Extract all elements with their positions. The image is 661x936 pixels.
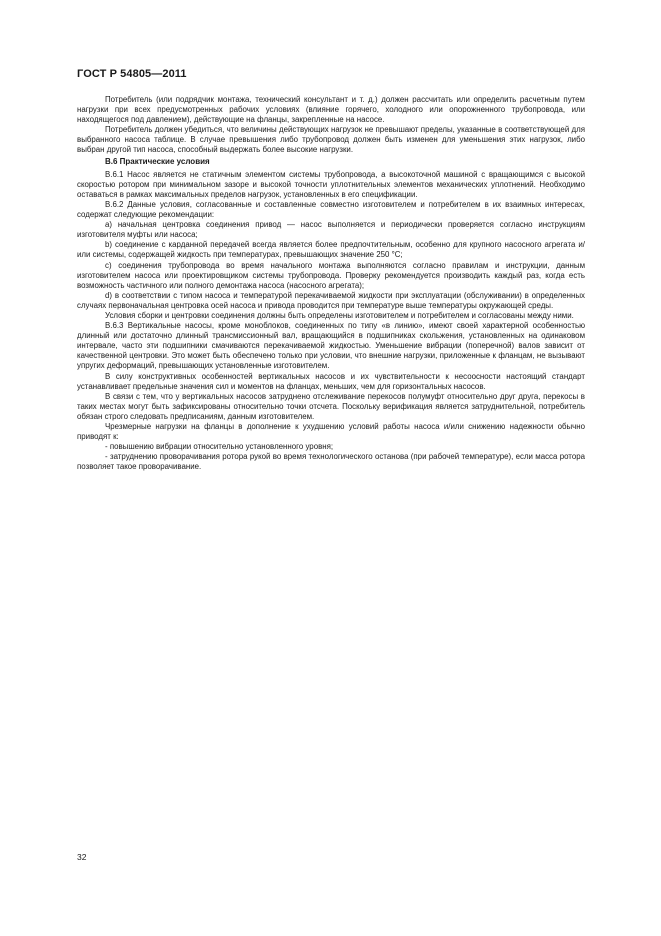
document-body: [77, 95, 585, 472]
list-item: - повышению вибрации относительно установленного уровня;: [105, 442, 334, 452]
paragraph: Условия сборки и центровки соединения должны быть определены изготовителем и потребителем и согласованы между ними.: [105, 310, 574, 320]
paragraph: В.6.1 Насос является не статичным элементом системы трубопровода, а высокоточной машиной с вращающимся с высокой скоростью ротором при минимальном зазоре и высокой точности уплотнительных элементов механических уплотнений. Необходимо оставаться в рамках максимальных пределов нагрузок, установленных в его спецификации.: [77, 169, 585, 199]
paragraph: В.6.3 Вертикальные насосы, кроме моноблоков, соединенных по типу «в линию», имеют своей характерной особенностью длинный или достаточно длинный трансмиссионный вал, вращающийся в подшипниках скольжения, установленных на одинаковом интервале, часто эти подшипники смачиваются перекачиваемой жидкостью. Уменьшение вибрации (поперечной) валов зависит от качественной центровки. Это может быть обеспечено только при условии, что внешние нагрузки, приложенные к фланцам, не вызывают упругих деформаций, превышающих установленные изготовителем.: [77, 321, 585, 371]
paragraph: В связи с тем, что у вертикальных насосов затруднено отслеживание перекосов полумуфт относительно друг друга, перекосы в таких местах могут быть зафиксированы относительно точки отсчета. Поскольку верификация является затруднительной, потребитель обязан строго следовать предписаниям, данным изготовителем.: [77, 391, 585, 421]
list-item: - затруднению проворачивания ротора рукой во время технологического останова (при рабочей температуре), если масса ротора позволяет такое проворачивание.: [77, 452, 585, 472]
list-item: d) в соответствии с типом насоса и температурой перекачиваемой жидкости при эксплуатации (обслуживании) в определенных случаях первоначальная центровка осей насоса и привода проводится при температуре выше температуры окружающей среды.: [77, 290, 585, 310]
paragraph: В силу конструктивных особенностей вертикальных насосов и их чувствительности к несоосности настоящий стандарт устанавливает предельные значения сил и моментов на фланцах, меньших, чем для горизонтальных насосов.: [77, 371, 585, 391]
paragraph: В.6.2 Данные условия, согласованные и составленные совместно изготовителем и потребителем в их взаимных интересах, содержат следующие рекомендации:: [77, 199, 585, 220]
paragraph: Потребитель должен убедиться, что величины действующих нагрузок не превышают пределы, указанные в соответствующей для выбранного насоса таблице. В случае превышения либо трубопровод должен быть изменен для уменьшения этих нагрузок, либо выбран другой тип насоса, способный выдержать более высокие нагрузки.: [77, 125, 585, 155]
list-item: а) начальная центровка соединения привод — насос выполняется и периодически проверяется согласно инструкциям изготовителя муфты или насоса;: [77, 220, 585, 240]
list-item: с) соединения трубопровода во время начального монтажа выполняются согласно правилам и инструкции, данным изготовителем насоса или проектировщиком системы трубопровода. Проверку рекомендуется производить каждый раз, когда есть возможность частичного или полного демонтажа насоса (насосного агрегата);: [77, 260, 585, 290]
paragraph: Потребитель (или подрядчик монтажа, технический консультант и т. д.) должен рассчитать или определить расчетным путем нагрузки при всех предусмотренных рабочих условиях (влияние горячего, холодного или опорожненного трубопровода, или находящегося под давлением), действующие на фланцы, закрепленные на насосе.: [77, 95, 585, 125]
page-header: ГОСТ Р 54805—2011: [77, 68, 187, 80]
paragraph: Чрезмерные нагрузки на фланцы в дополнение к ухудшению условий работы насоса и/или снижению надежности обычно приводят к:: [77, 422, 585, 442]
section-heading: В.6 Практические условия: [105, 156, 210, 166]
page-number: 32: [77, 852, 87, 862]
list-item: b) соединение с карданной передачей всегда является более предпочтительным, особенно для крупного насосного агрегата и/или системы, содержащей жидкость при температурах, превышающих значение 250 °C;: [77, 240, 585, 260]
